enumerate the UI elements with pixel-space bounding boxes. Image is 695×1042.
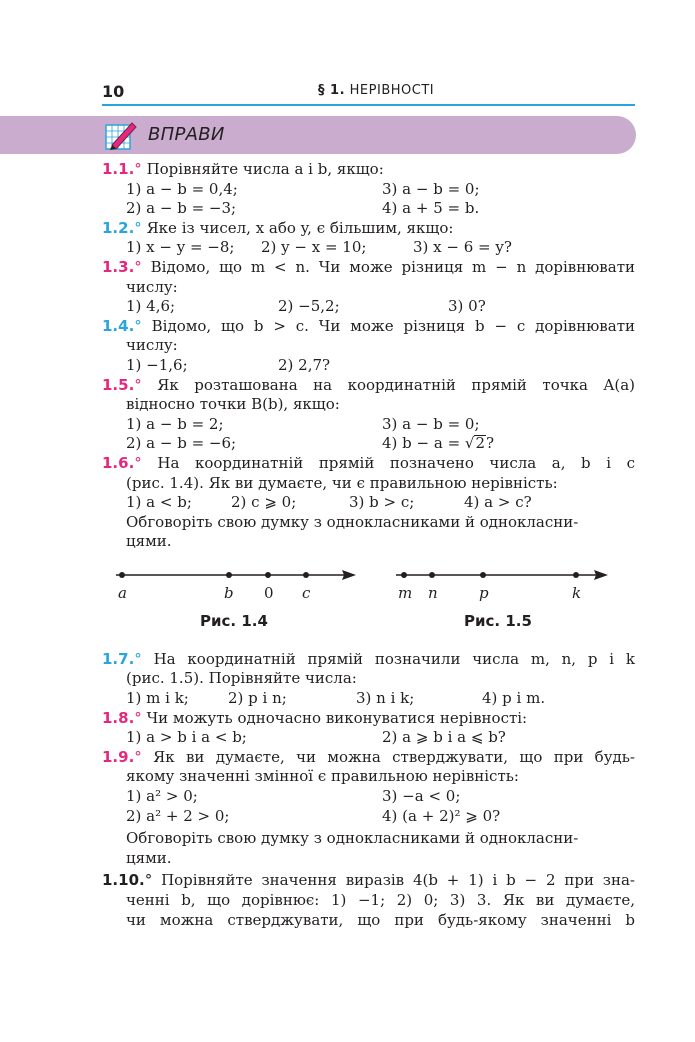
exercise-1-6: 1.6.° На координатній прямій позначено числа a, b і c — [102, 453, 635, 472]
exercise-1-3: 1.3.° Відомо, що m < n. Чи може різниця m − n дорівнювати — [102, 257, 635, 276]
point-b — [226, 572, 232, 578]
exercise-1-10: 1.10.° Порівняйте значення виразів 4(b + 1) і b − 2 при зна- — [102, 871, 635, 890]
exercise-number: 1.9. — [102, 747, 135, 766]
label-c: c — [302, 583, 311, 602]
exercise-1-5: 1.5.° Як розташована на координатній прямій точка A(a) — [102, 375, 635, 394]
exercise-text: Як розташована на координатній прямій точка A(a) — [157, 375, 635, 394]
label-b: b — [224, 583, 234, 602]
exercise-number: 1.7. — [102, 649, 135, 668]
exercise-text: Порівняйте значення виразів 4(b + 1) і b − 2 при зна- — [161, 871, 635, 890]
exercise-text: Як ви думаєте, чи можна стверджувати, що при будь- — [153, 747, 635, 766]
exercise-number: 1.3. — [102, 257, 135, 276]
point-c — [303, 572, 309, 578]
caption-fig-1-5: Рис. 1.5 — [464, 611, 532, 630]
exercise-number: 1.8. — [102, 708, 135, 727]
exercises-banner — [0, 116, 636, 154]
exercise-number: 1.5. — [102, 375, 135, 394]
exercise-1-1: 1.1.° Порівняйте числа a і b, якщо: — [102, 160, 384, 178]
discussion-note: Обговоріть свою думку з однокласниками й однокласни- — [126, 512, 579, 531]
exercise-text: Чи можуть одночасно виконуватися нерівності: — [146, 708, 528, 727]
exercise-text: Відомо, що b > c. Чи може різниця b − c дорівнювати — [151, 316, 635, 335]
exercise-1-9: 1.9.° Як ви думаєте, чи можна стверджувати, що при будь- — [102, 747, 635, 766]
exercise-number: 1.4. — [102, 316, 135, 335]
figures — [102, 554, 635, 650]
label-k: k — [572, 583, 582, 602]
caption-fig-1-4: Рис. 1.4 — [200, 611, 268, 630]
number-line-fig-1-5 — [396, 568, 608, 582]
point-k — [573, 572, 579, 578]
point-p — [480, 572, 486, 578]
exercise-text: Яке із чисел, x або y, є більшим, якщо: — [146, 218, 454, 237]
point-a — [119, 572, 125, 578]
exercise-number: 1.10. — [102, 871, 145, 890]
exercise-1-7: 1.7.° На координатній прямій позначили числа m, n, p і k — [102, 649, 635, 668]
exercise-number: 1.6. — [102, 453, 135, 472]
label-zero: 0 — [264, 583, 274, 602]
point-n — [429, 572, 435, 578]
banner-title: ВПРАВИ — [148, 124, 225, 145]
exercise-text: На координатній прямій позначили числа m, n, p і k — [153, 649, 635, 668]
label-p: p — [479, 583, 489, 602]
label-n: n — [428, 583, 438, 602]
sqrt-radicand: 2 — [475, 434, 486, 453]
point-m — [401, 572, 407, 578]
header-rule — [102, 104, 635, 106]
exercise-text: Відомо, що m < n. Чи може різниця m − n дорівнювати — [150, 257, 635, 276]
exercise-1-2: 1.2.° Яке із чисел, x або y, є більшим, якщо: — [102, 218, 454, 237]
page-number: 10 — [102, 82, 125, 101]
exercise-number: 1.2. — [102, 218, 135, 237]
exercise-list: 1.1.° Порівняйте числа a і b, якщо: 1) a − b = 0,4; 3) a − b = 0; 2) a − b = −3; 4) a + 5 = b. 1.2.° Яке із чисел, x або y, є більшим, якщо: 1) x − y = −8; 2) y − x = 10; 3) x − 6 = y? 1.3.° Відомо, що m < n. Чи може різниця m − n дорівнювати числу: 1) 4,6; 2) −5,2; 3) 0? 1.4.° Відомо, що b > c. Чи може різниця b − c дорівнювати числу: 1) −1,6; 2) 2,7? 1.5.° Як розташована на координатній прямій точка A(a) відносно точки B(b), якщо: 1) a − b = 2; 3) a − b = 0; 2) a − b = −6; 4) b − a = √2? 1.6.° На координатній прямій позначено числа a, b і c (рис. 1.4). Як ви думаєте, чи є правильною нерівність: 1) a < b; 2) c ⩾ 0; 3) b > c; 4) a > c? Обговоріть свою думку з однокласниками й однокласни- цями. a b 0 c Рис. 1.4 m n p k Рис. 1.5 1.7.° На координатній прямій позначили числа m, n, p і k (рис. 1.5). Порівняйте числа: 1) m і k; 2) p і n; 3) n і k; 4) p і m. 1.8.° Чи можуть одночасно виконуватися нерівності: 1) a > b і a < b; 2) a ⩾ b і a ⩽ b? 1.9.° Як ви думаєте, чи можна стверджувати, що при будь- якому значенні змінної є правильною нерівність: 1) a² > 0; 3) −a < 0; 2) a² + 2 > 0; 4) (a + 2)² ⩾ 0? Обговоріть свою думку з однокласниками й однокласни- цями. 1.10.° Порівняйте значення виразів 4(b + 1) і b − 2 при зна- ченні b, що дорівнює: 1) −1; 2) 0; 3) 3. Як ви думаєте, чи можна стверджувати, що при будь-якому значенні b — [102, 160, 635, 929]
exercise-1-4: 1.4.° Відомо, що b > c. Чи може різниця b − c дорівнювати — [102, 316, 635, 335]
exercise-text: Порівняйте числа a і b, якщо: — [146, 160, 384, 178]
discussion-note: Обговоріть свою думку з однокласниками й однокласни- — [126, 829, 579, 848]
label-m: m — [398, 583, 413, 602]
pencil-grid-icon — [104, 119, 138, 151]
number-line-fig-1-4 — [116, 568, 356, 582]
section-title — [318, 83, 434, 98]
exercise-text: На координатній прямій позначено числа a, b і c — [157, 453, 635, 472]
label-a: a — [118, 583, 127, 602]
exercise-1-8: 1.8.° Чи можуть одночасно виконуватися нерівності: — [102, 708, 528, 727]
exercise-number: 1.1. — [102, 160, 135, 178]
section-mark: § 1. — [318, 83, 346, 98]
section-name: НЕРІВНОСТІ — [349, 83, 435, 98]
point-0 — [265, 572, 271, 578]
